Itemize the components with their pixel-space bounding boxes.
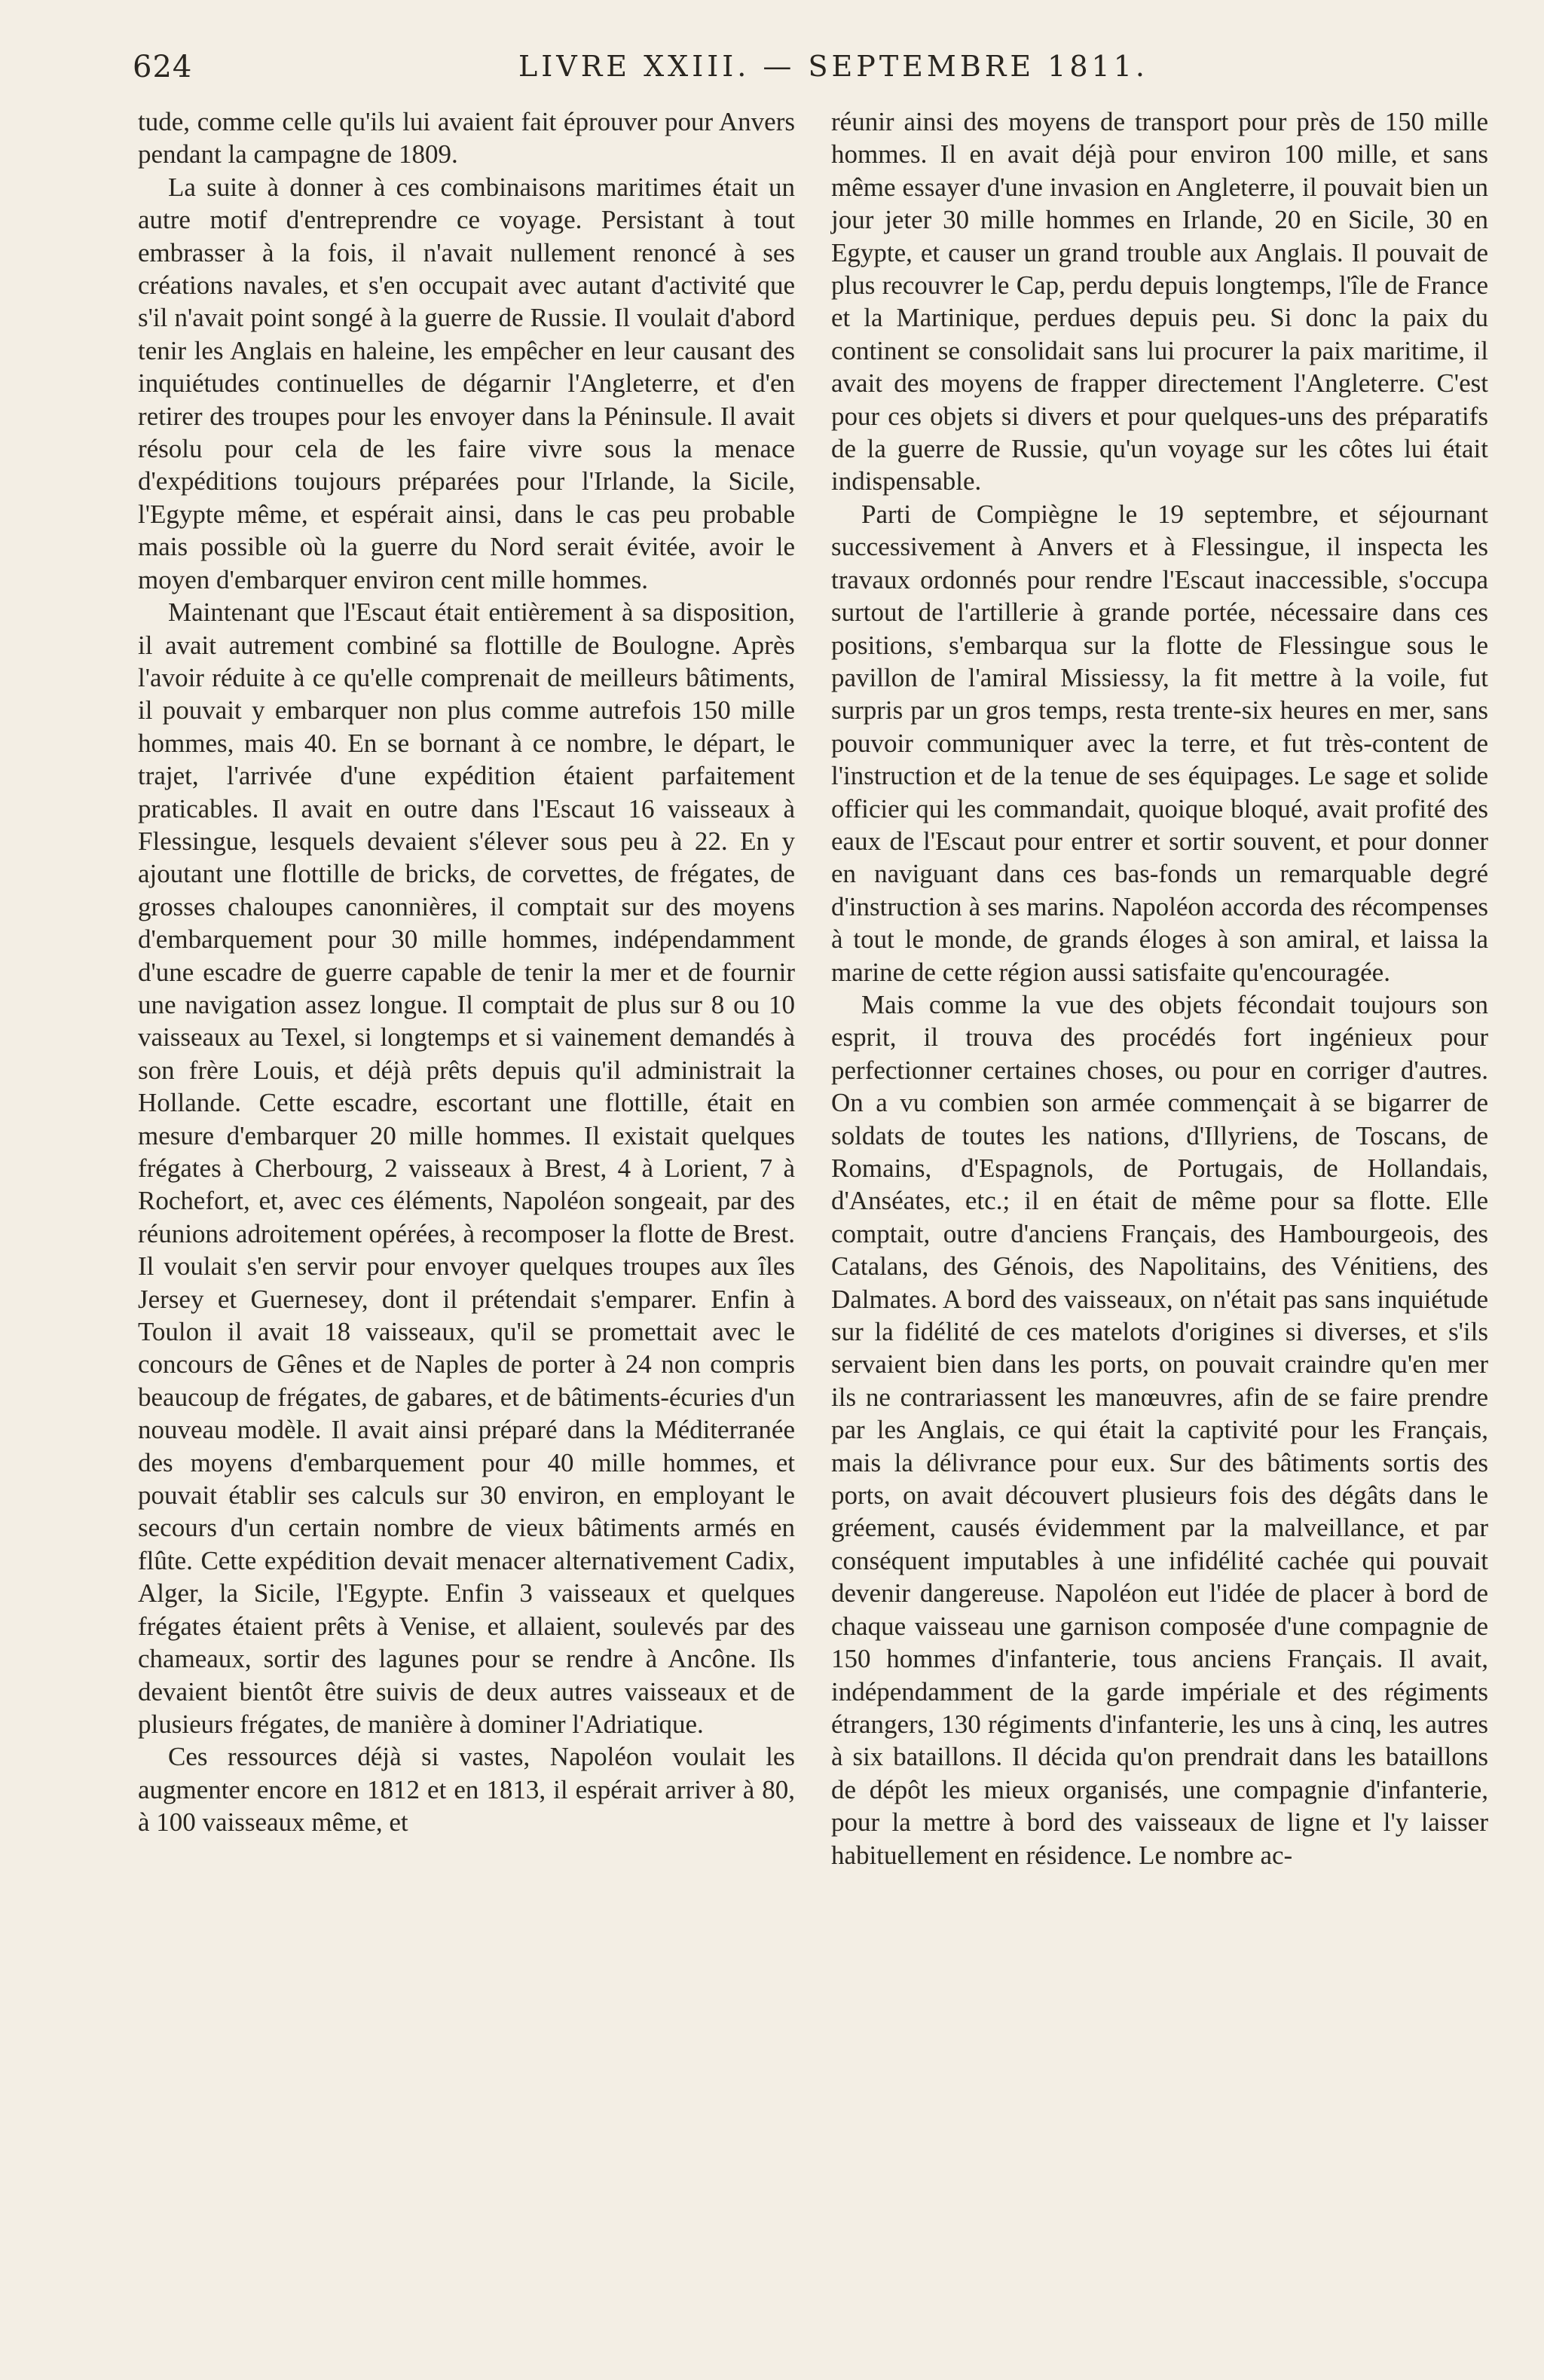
left-column	[138, 105, 795, 1839]
right-paragraph-1: réunir ainsi des moyens de transport pour près de 150 mille hommes. Il en avait déjà pour environ 100 mille, et sans même essayer d'une invasion en Angleterre, il pouvait bien un jour jeter 30 mille hommes en Irlande, 20 en Sicile, 30 en Egypte, et causer un grand trouble aux Anglais. Il pouvait de plus recouvrer le Cap, perdu depuis longtemps, l'île de France et la Martinique, perdues depuis peu. Si donc la paix du continent se consolidait sans lui procurer la paix maritime, il avait des moyens de frapper directement l'Angleterre. C'est pour ces objets si divers et pour quelques-uns des préparatifs de la guerre de Russie, qu'un voyage sur les côtes lui était indispensable.	[831, 107, 1488, 496]
left-paragraph-2: La suite à donner à ces combinaisons maritimes était un autre motif d'entreprendre ce voyage. Persistant à tout embrasser à la fois, il n'avait nullement renoncé à ses créations navales, et s'en occupait avec autant d'activité que s'il n'avait point songé à la guerre de Russie. Il voulait d'abord tenir les Anglais en haleine, les empêcher en leur causant des inquiétudes continuelles de dégarnir l'Angleterre, et d'en retirer des troupes pour les envoyer dans la Péninsule. Il avait résolu pour cela de les faire vivre sous la menace d'expéditions toujours préparées pour l'Irlande, la Sicile, l'Egypte même, et espérait ainsi, dans le cas peu probable mais possible où la guerre du Nord serait évitée, avoir le moyen d'embarquer environ cent mille hommes.	[138, 172, 795, 594]
running-title: LIVRE XXIII. — SEPTEMBRE 1811.	[518, 50, 1148, 83]
page-number: 624	[133, 50, 193, 84]
left-paragraph-3: Maintenant que l'Escaut était entièrement à sa disposition, il avait autrement combiné sa flottille de Boulogne. Après l'avoir réduite à ce qu'elle comprenait de meilleurs bâtiments, il pouvait y embarquer non plus comme autrefois 150 mille hommes, mais 40. En se bornant à ce nombre, le départ, le trajet, l'arrivée d'une expédition étaient parfaitement praticables. Il avait en outre dans l'Escaut 16 vaisseaux à Flessingue, lesquels devaient s'élever sous peu à 22. En y ajoutant une flottille de bricks, de corvettes, de frégates, de grosses chaloupes canonnières, il comptait sur des moyens d'embarquement pour 30 mille hommes, indépendamment d'une escadre de guerre capable de tenir la mer et de fournir une navigation assez longue. Il comptait de plus sur 8 ou 10 vaisseaux au Texel, si longtemps et si vainement demandés à son frère Louis, et déjà prêts depuis qu'il administrait la Hollande. Cette escadre, escortant une flottille, était en mesure d'embarquer 20 mille hommes. Il existait quelques frégates à Cherbourg, 2 vaisseaux à Brest, 4 à Lorient, 7 à Rochefort, et, avec ces éléments, Napoléon songeait, par des réunions adroitement opérées, à recomposer la flotte de Brest. Il voulait s'en servir pour envoyer quelques troupes aux îles Jersey et Guernesey, dont il prétendait s'emparer. Enfin à Toulon il avait 18 vaisseaux, qu'il se promettait avec le concours de Gênes et de Naples de porter à 24 non compris beaucoup de frégates, de gabares, et de bâtiments-écuries d'un nouveau modèle. Il avait ainsi préparé dans la Méditerranée des moyens d'embarquement pour 40 mille hommes, et pouvait établir ses calculs sur 30 environ, en employant le secours d'un certain nombre de vieux bâtiments armés en flûte. Cette expédition devait menacer alternativement Cadix, Alger, la Sicile, l'Egypte. Enfin 3 vaisseaux et quelques frégates étaient prêts à Venise, et allaient, soulevés par des chameaux, sortir des lagunes pour se rendre à Ancône. Ils devaient bientôt être suivis de deux autres vaisseaux et de plusieurs frégates, de manière à dominer l'Adriatique.	[138, 597, 795, 1739]
left-paragraph-4: Ces ressources déjà si vastes, Napoléon voulait les augmenter encore en 1812 et en 1813, il espérait arriver à 80, à 100 vaisseaux même, et	[138, 1742, 795, 1838]
right-paragraph-3: Mais comme la vue des objets fécondait toujours son esprit, il trouva des procédés fort ingénieux pour perfectionner certaines choses, ou pour en corriger d'autres. On a vu combien son armée commençait à se bigarrer de soldats de toutes les nations, d'Illyriens, de Toscans, de Romains, d'Espagnols, de Portugais, de Hollandais, d'Anséates, etc.; il en était de même pour sa flotte. Elle comptait, outre d'anciens Français, des Hambourgeois, des Catalans, des Génois, des Napolitains, des Vénitiens, des Dalmates. A bord des vaisseaux, on n'était pas sans inquiétude sur la fidélité de ces matelots d'origines si diverses, et s'ils servaient bien dans les ports, on pouvait craindre qu'en mer ils ne contrariassent les manœuvres, afin de se faire prendre par les Anglais, ce qui était la captivité pour les Français, mais la délivrance pour eux. Sur des bâtiments sortis des ports, on avait découvert plusieurs fois des dégâts dans le gréement, causés évidemment par la malveillance, et par conséquent imputables à une infidélité cachée qui pouvait devenir dangereuse. Napoléon eut l'idée de placer à bord de chaque vaisseau une garnison composée d'une compagnie de 150 hommes d'infanterie, tous anciens Français. Il avait, indépendamment de la garde impériale et des régiments étrangers, 130 régiments d'infanterie, les uns à cinq, les autres à six bataillons. Il décida qu'on prendrait dans les bataillons de dépôt les mieux organisés, une compagnie d'infanterie, pour la mettre à bord des vaisseaux de ligne et l'y laisser habituellement en résidence. Le nombre ac-	[831, 989, 1488, 1870]
page-header	[133, 45, 1489, 90]
right-paragraph-2: Parti de Compiègne le 19 septembre, et séjournant successivement à Anvers et à Flessingue, il inspecta les travaux ordonnés pour rendre l'Escaut inaccessible, s'occupa surtout de l'artillerie à grande portée, nécessaire dans ces positions, s'embarqua sur la flotte de Flessingue sous le pavillon de l'amiral Missiessy, la fit mettre à la voile, fut surpris par un gros temps, resta trente-six heures en mer, sans pouvoir communiquer avec la terre, et fut très-content de l'instruction et de la tenue de ses équipages. Le sage et solide officier qui les commandait, quoique bloqué, avait profité des eaux de l'Escaut pour entrer et sortir souvent, et pour donner en naviguant dans ces bas-fonds un remarquable degré d'instruction à ses marins. Napoléon accorda des récompenses à tout le monde, de grands éloges à son amiral, et laissa la marine de cette région aussi satisfaite qu'encouragée.	[831, 499, 1488, 987]
right-column	[831, 105, 1488, 1871]
left-paragraph-1: tude, comme celle qu'ils lui avaient fait éprouver pour Anvers pendant la campagne de 1809.	[138, 107, 795, 170]
